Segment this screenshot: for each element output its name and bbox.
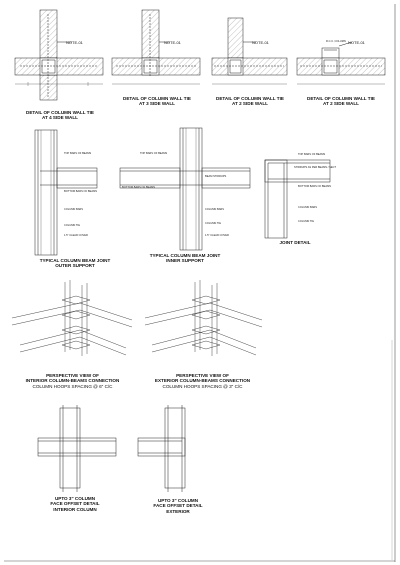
caption-offset-interior: UPTO 3" COLUMN FACE OFFSET DETAIL INTERIOR COLUMN	[50, 496, 100, 512]
caption-perspective-exterior: PERSPECTIVE VIEW OF EXTERIOR COLUMN-BEAMS CONNECTION COLUMN HOOPS SPACING @ 3" C/C	[154, 373, 251, 389]
sheet-border	[4, 4, 395, 562]
wall-tie-detail-4-side	[15, 10, 103, 100]
callout-beam-stirrups-inner: BEAM STIRRUPS	[205, 175, 227, 178]
caption-wall-tie-3-side: DETAIL OF COLUMN WALL TIE AT 3 SIDE WALL	[123, 96, 191, 107]
column-beam-joint-inner	[120, 128, 250, 250]
caption-joint-inner: TYPICAL COLUMN BEAM JOINT INNER SUPPORT	[149, 253, 221, 264]
callout-stirrups-joint: STIRRUPS AS PER BEAMS / SECT	[294, 166, 337, 169]
callout-top-bars-outer: TOP BARS OF BEAMS	[64, 152, 92, 155]
callout-column-tie-outer: COLUMN TIE	[64, 224, 80, 227]
perspective-exterior	[145, 280, 262, 356]
caption-wall-tie-4-side: DETAIL OF COLUMN WALL TIE AT 4 SIDE WALL	[26, 110, 94, 121]
note-label-1: NOTE-01	[66, 40, 83, 45]
note-label-2: NOTE-01	[164, 40, 181, 45]
offset-detail-interior	[38, 405, 116, 492]
caption-wall-tie-2-side-b: DETAIL OF COLUMN WALL TIE AT 2 SIDE WALL	[307, 96, 375, 107]
callout-bottom-bars-outer: BOTTOM BARS OF BEAMS	[64, 190, 97, 193]
callout-bottom-bars-joint: BOTTOM BARS OF BEAMS	[298, 185, 331, 188]
offset-detail-exterior	[138, 405, 185, 492]
wall-tie-detail-2-side-a	[212, 18, 287, 84]
note-label-4: NOTE-01	[348, 40, 365, 45]
callout-column-tie-joint: COLUMN TIE	[298, 220, 314, 223]
note-label-3: NOTE-01	[252, 40, 269, 45]
caption-joint-detail: JOINT DETAIL	[279, 240, 311, 245]
joint-detail	[265, 160, 330, 238]
perspective-interior	[12, 280, 132, 356]
wall-tie-detail-3-side	[112, 10, 200, 84]
callout-bottom-bars-inner: BOTTOM BARS OF BEAMS	[122, 186, 155, 189]
caption-perspective-interior: PERSPECTIVE VIEW OF INTERIOR COLUMN-BEAMS CONNECTION COLUMN HOOPS SPACING @ 6" C/C	[25, 373, 120, 389]
callout-column-bars-inner: COLUMN BARS	[205, 208, 225, 211]
callout-column-bars-outer: COLUMN BARS	[64, 208, 84, 211]
caption-wall-tie-2-side-a: DETAIL OF COLUMN WALL TIE AT 2 SIDE WALL	[216, 96, 284, 107]
callout-top-bars-inner: TOP BARS OF BEAMS	[140, 152, 168, 155]
caption-joint-outer: TYPICAL COLUMN BEAM JOINT OUTER SUPPORT	[39, 258, 111, 269]
caption-offset-exterior: UPTO 3" COLUMN FACE OFFSET DETAIL EXTERIOR	[153, 498, 203, 514]
rcc-column-label: R.C.C. COLUMN	[326, 40, 346, 43]
callout-clear-cover-outer: 1.5" CLEAR COVER	[64, 234, 88, 237]
wall-tie-detail-2-side-b	[297, 42, 385, 84]
callout-column-tie-inner: COLUMN TIE	[205, 222, 221, 225]
callout-top-bars-joint: TOP BARS OF BEAMS	[298, 153, 326, 156]
callout-column-bars-joint: COLUMN BARS	[298, 206, 318, 209]
callout-clear-cover-inner: 1.5" CLEAR COVER	[205, 234, 229, 237]
